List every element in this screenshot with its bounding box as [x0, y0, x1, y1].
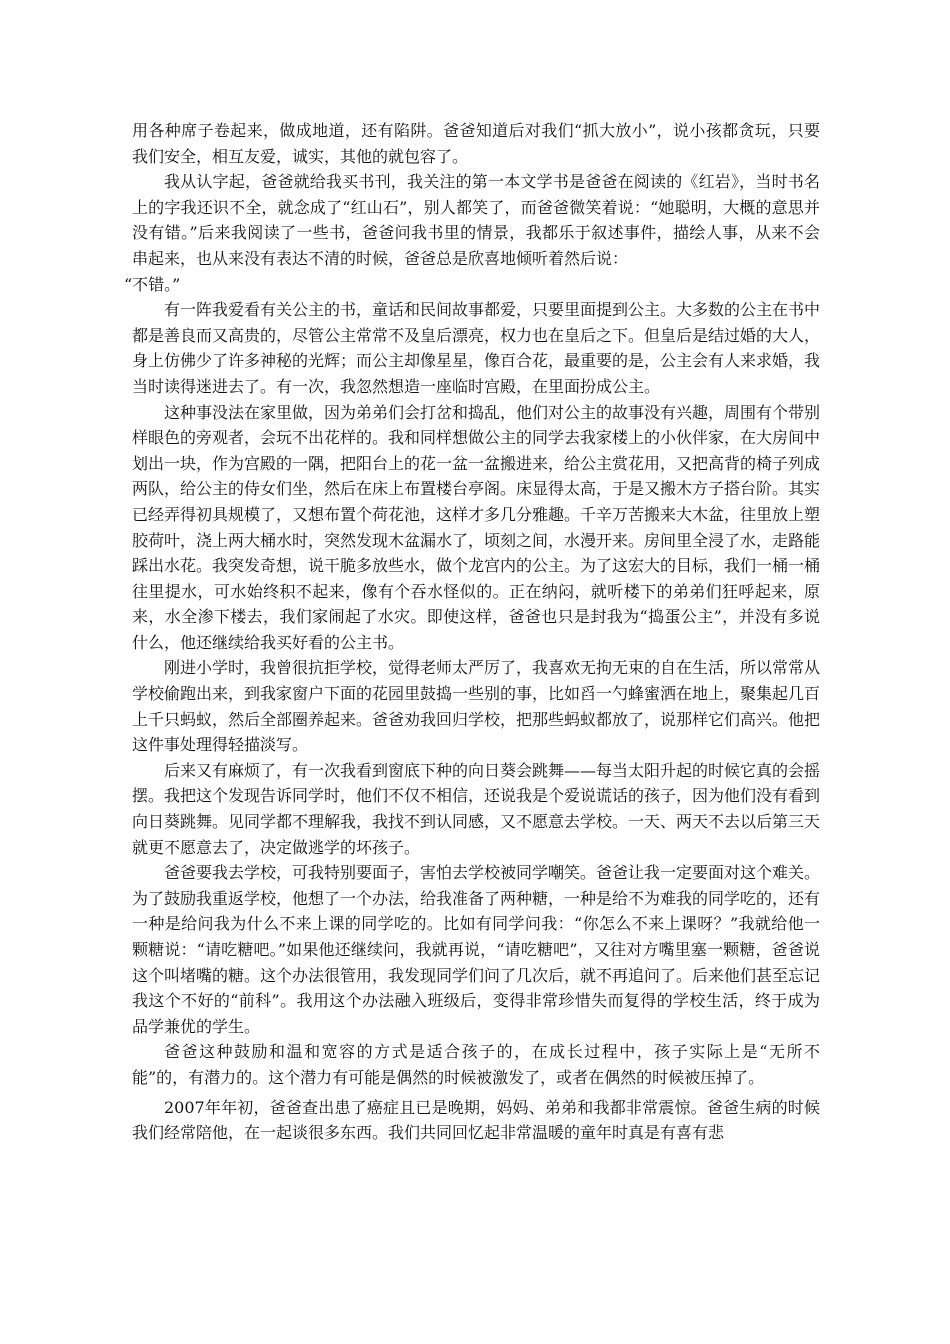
paragraph-3-quote: “不错。” — [124, 274, 181, 294]
paragraph-7: 后来又有麻烦了，有一次我看到窗底下种的向日葵会跳舞——每当太阳升起的时候它真的会摇摆。我把这个发现告诉同学时，他们不仅不相信，还说我是个爱说谎话的孩子，因为他们没有看到向日葵跳舞。见同学都不理解我，我找不到认同感，又不愿意去学校。一天、两天不去以后第三天就更不愿意去了，决定做逃学的坏孩子。 — [132, 760, 821, 857]
paragraph-2: 我从认字起，爸爸就给我买书刊，我关注的第一本文学书是爸爸在阅读的《红岩》，当时书名上的字我还识不全，就念成了“红山石”，别人都笑了，而爸爸微笑着说：“她聪明，大概的意思并没有错。”后来我阅读了一些书，爸爸问我书里的情景，我都乐于叙述事件，描绘人事，从来不会串起来，也从来没有表达不清的时候，爸爸总是欣喜地倾听着然后说： — [132, 172, 820, 268]
document-body — [124, 118, 821, 1146]
paragraph-4: 有一阵我爱看有关公主的书，童话和民间故事都爱，只要里面提到公主。大多数的公主在书中都是善良而又高贵的，尽管公主常常不及皇后漂亮，权力也在皇后之下。但皇后是结过婚的大人，身上仿佛少了许多神秘的光辉；而公主却像星星，像百合花，最重要的是，公主会有人来求婚，我当时读得迷进去了。有一次，我忽然想造一座临时宫殿，在里面扮成公主。 — [132, 300, 821, 396]
paragraph-10: 2007年年初，爸爸查出患了癌症且已是晚期，妈妈、弟弟和我都非常震惊。爸爸生病的时候我们经常陪他，在一起谈很多东西。我们共同回忆起非常温暖的童年时真是有喜有悲 — [132, 1097, 820, 1143]
paragraph-9: 爸爸这种鼓励和温和宽容的方式是适合孩子的，在成长过程中，孩子实际上是“无所不能”的，有潜力的。这个潜力有可能是偶然的时候被激发了，或者在偶然的时候被压掉了。 — [132, 1042, 820, 1087]
paragraph-6: 刚进小学时，我曾很抗拒学校，觉得老师太严厉了，我喜欢无拘无束的自在生活，所以常常从学校偷跑出来，到我家窗户下面的花园里鼓捣一些别的事，比如舀一勺蜂蜜洒在地上，聚集起几百上千只蚂蚁，然后全部圈养起来。爸爸劝我回归学校，把那些蚂蚁都放了，说那样它们高兴。他把这件事处理得轻描淡写。 — [132, 658, 821, 755]
paragraph-1: 用各种席子卷起来，做成地道，还有陷阱。爸爸知道后对我们“抓大放小”，说小孩都贪玩，只要我们安全，相互友爱，诚实，其他的就包容了。 — [132, 121, 820, 166]
paragraph-8: 爸爸要我去学校，可我特别要面子，害怕去学校被同学嘲笑。爸爸让我一定要面对这个难关。为了鼓励我重返学校，他想了一个办法，给我准备了两种糖，一种是给不为难我的同学吃的，还有一种是给问我为什么不来上课的同学吃的。比如有同学问我：“你怎么不来上课呀？”我就给他一颗糖说：“请吃糖吧。”如果他还继续问，我就再说，“请吃糖吧”，又往对方嘴里塞一颗糖，爸爸说这个叫堵嘴的糖。这个办法很管用，我发现同学们问了几次后，就不再追问了。后来他们甚至忘记我这个不好的“前科”。我用这个办法融入班级后，变得非常珍惜失而复得的学校生活，终于成为品学兼优的学生。 — [132, 863, 821, 1036]
paragraph-5: 这种事没法在家里做，因为弟弟们会打岔和捣乱，他们对公主的故事没有兴趣，周围有个带别样眼色的旁观者，会玩不出花样的。我和同样想做公主的同学去我家楼上的小伙伴家，在大房间中划出一块，作为宫殿的一隅，把阳台上的花一盆一盆搬进来，给公主赏花用，又把高背的椅子列成两队，给公主的侍女们坐，然后在床上布置楼台亭阁。床显得太高，于是又搬木方子搭台阶。其实已经弄得初具规模了，又想布置个荷花池，这样才多几分雅趣。千辛万苦搬来大木盆，往里放上塑胶荷叶，浇上两大桶水时，突然发现木盆漏水了，顷刻之间，水漫开来。房间里全浸了水，走路能踩出水花。我突发奇想，说干脆多放些水，做个龙宫内的公主。为了这宏大的目标，我们一桶一桶往里提水，可水始终积不起来，像有个吞水怪似的。正在纳闷，就听楼下的弟弟们狂呼起来，原来，水全渗下楼去，我们家闹起了水灾。即使这样，爸爸也只是封我为“捣蛋公主”，并没有多说什么，他还继续给我买好看的公主书。 — [132, 402, 821, 652]
